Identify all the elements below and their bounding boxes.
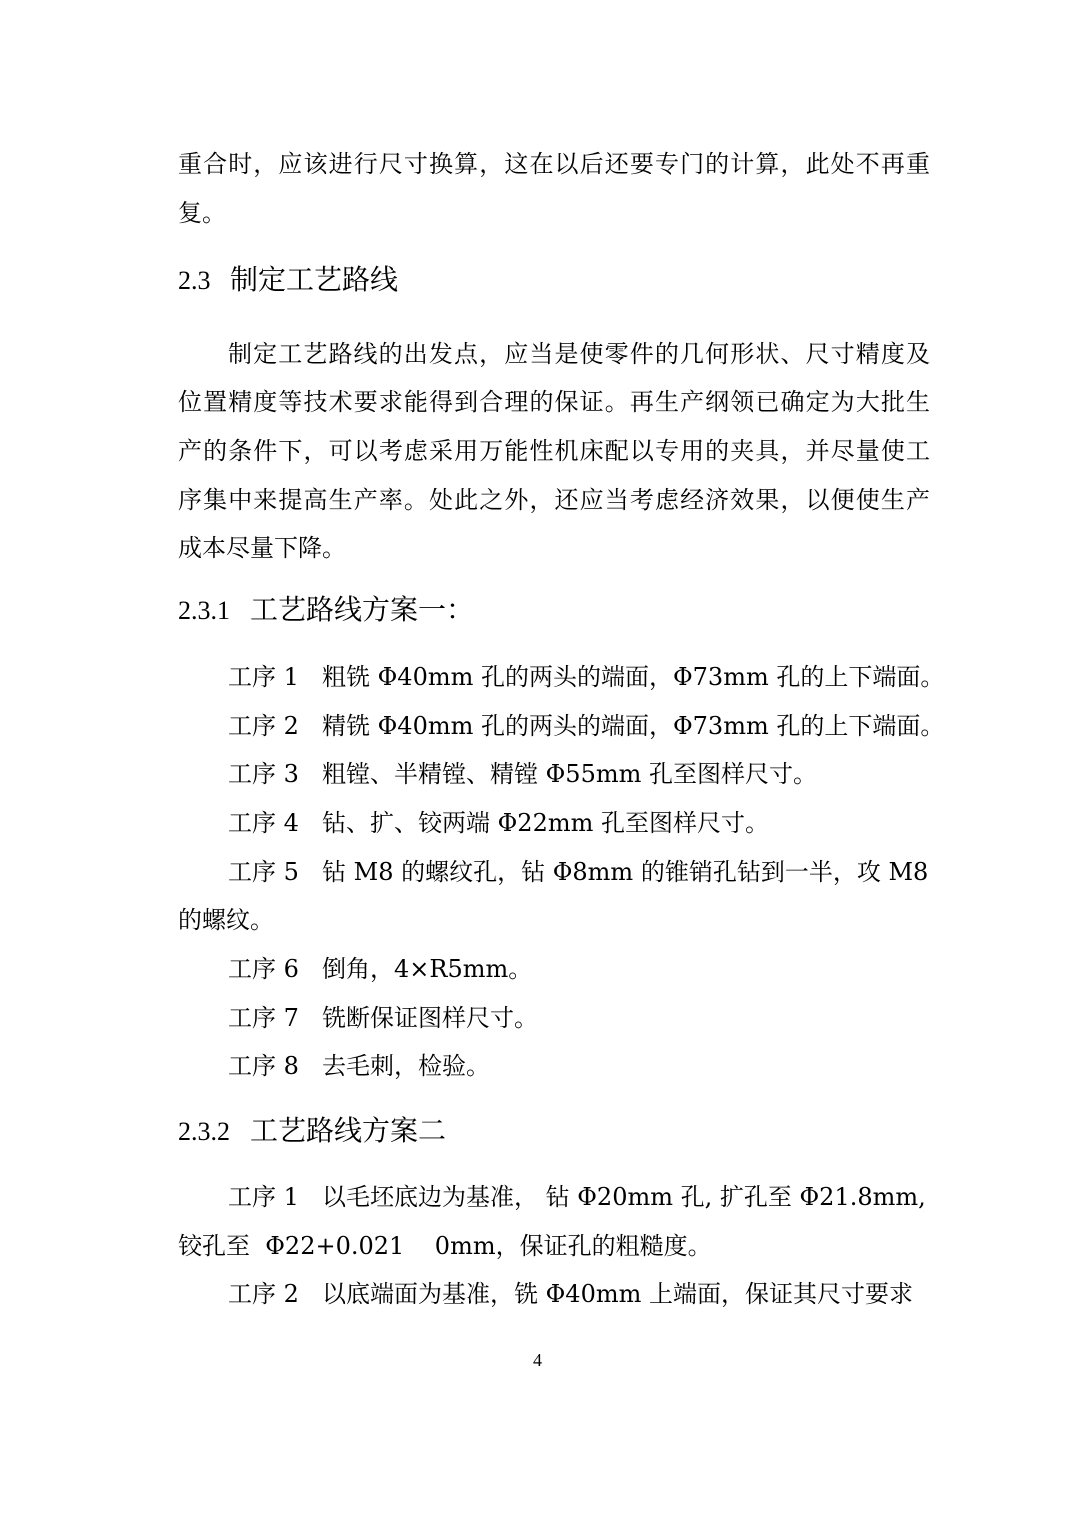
step-label: 工序 7 bbox=[228, 1004, 299, 1032]
step-text: 铣断保证图样尺寸。 bbox=[322, 1004, 538, 1032]
step-text: 钻 M8 的螺纹孔，钻 Φ8mm 的锥销孔钻到一半，攻 M8 bbox=[322, 858, 929, 886]
step-text: 以底端面为基准，铣 Φ40mm 上端面，保证其尺寸要求 bbox=[322, 1280, 913, 1308]
section-title: 工艺路线方案二 bbox=[250, 1114, 447, 1147]
paragraph-line: 制定工艺路线的出发点，应当是使零件的几何形状、尺寸精度及 bbox=[228, 340, 930, 368]
step-label: 工序 4 bbox=[228, 809, 299, 837]
step-text: 去毛刺，检验。 bbox=[322, 1052, 490, 1080]
process-step bbox=[228, 1180, 926, 1214]
page-number: 4 bbox=[533, 1350, 542, 1370]
section-heading-2-3-2 bbox=[178, 1112, 446, 1151]
process-step bbox=[228, 757, 817, 791]
step-label: 工序 6 bbox=[228, 955, 299, 983]
step-text: 钻、扩、铰两端 Φ22mm 孔至图样尺寸。 bbox=[322, 809, 769, 837]
process-step bbox=[228, 806, 769, 840]
section-heading-2-3-1 bbox=[178, 591, 474, 630]
step-label: 工序 1 bbox=[228, 663, 299, 691]
process-step bbox=[228, 1277, 913, 1311]
step-label: 工序 3 bbox=[228, 760, 299, 788]
step-label: 工序 5 bbox=[228, 858, 299, 886]
step-continuation: 铰孔至 Φ22+0.021 0mm，保证孔的粗糙度。 bbox=[178, 1232, 712, 1260]
process-step bbox=[228, 855, 928, 889]
section-number: 2.3.2 bbox=[178, 1117, 230, 1146]
paragraph-line: 序集中来提高生产率。处此之外，还应当考虑经济效果，以便使生产 bbox=[178, 486, 930, 514]
step-text: 倒角，4×R5mm。 bbox=[322, 955, 533, 983]
step-label: 工序 1 bbox=[228, 1183, 299, 1211]
step-label: 工序 2 bbox=[228, 1280, 299, 1308]
process-step bbox=[228, 1001, 538, 1035]
process-step bbox=[228, 660, 944, 694]
process-step bbox=[228, 1049, 490, 1083]
section-number: 2.3.1 bbox=[178, 596, 230, 625]
step-text: 精铣 Φ40mm 孔的两头的端面，Φ73mm 孔的上下端面。 bbox=[322, 712, 945, 740]
section-title: 制定工艺路线 bbox=[230, 263, 399, 296]
step-text: 以毛坯底边为基准， 钻 Φ20mm 孔, 扩孔至 Φ21.8mm, bbox=[322, 1183, 926, 1211]
process-step bbox=[228, 952, 532, 986]
paragraph-line: 位置精度等技术要求能得到合理的保证。再生产纲领已确定为大批生 bbox=[178, 388, 930, 416]
step-label: 工序 8 bbox=[228, 1052, 299, 1080]
step-label: 工序 2 bbox=[228, 712, 299, 740]
section-title: 工艺路线方案一： bbox=[250, 593, 475, 626]
step-text: 粗铣 Φ40mm 孔的两头的端面，Φ73mm 孔的上下端面。 bbox=[322, 663, 945, 691]
step-text: 粗镗、半精镗、精镗 Φ55mm 孔至图样尺寸。 bbox=[322, 760, 817, 788]
paragraph-line: 成本尽量下降。 bbox=[178, 534, 346, 562]
paragraph-line: 产的条件下，可以考虑采用万能性机床配以专用的夹具，并尽量使工 bbox=[178, 437, 930, 465]
paragraph-line: 复。 bbox=[178, 199, 226, 227]
process-step bbox=[228, 709, 944, 743]
step-continuation: 的螺纹。 bbox=[178, 906, 274, 934]
section-heading-2-3 bbox=[178, 261, 398, 300]
paragraph-line: 重合时，应该进行尺寸换算，这在以后还要专门的计算，此处不再重 bbox=[178, 150, 930, 178]
section-number: 2.3 bbox=[178, 266, 211, 295]
